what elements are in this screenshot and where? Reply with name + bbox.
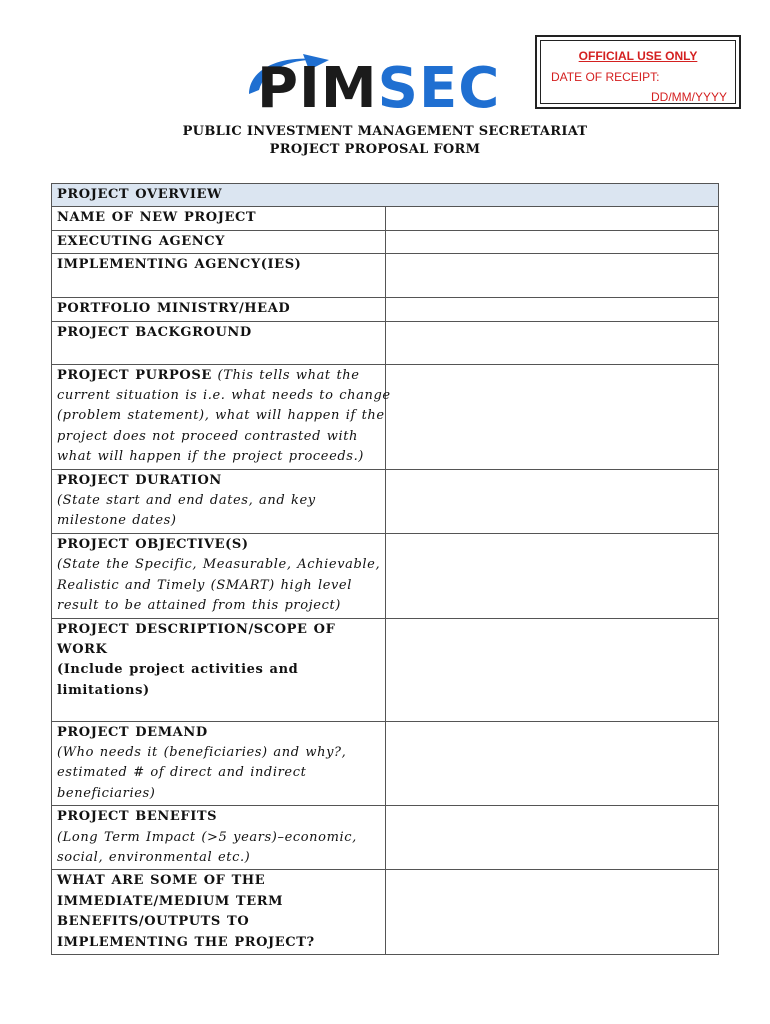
row-hint: social, environmental etc.) — [57, 849, 251, 865]
value-cell-executing-agency[interactable] — [385, 230, 719, 253]
official-use-box — [535, 35, 741, 109]
row-label-title: limitations) — [57, 682, 150, 698]
table-row — [52, 364, 719, 469]
value-cell-project-purpose[interactable] — [385, 364, 719, 469]
row-hint: (problem statement), what will happen if the — [57, 408, 385, 424]
table-row — [52, 618, 719, 721]
row-label: EXECUTING AGENCY — [52, 230, 386, 253]
table-row — [52, 533, 719, 618]
value-cell-immediate-benefits[interactable] — [385, 870, 719, 955]
table-row — [52, 321, 719, 364]
row-hint: current situation is i.e. what needs to change — [57, 388, 391, 404]
row-label — [52, 618, 386, 721]
row-label: IMPLEMENTING AGENCY(IES) — [52, 254, 386, 298]
row-label-title: PROJECT BENEFITS — [57, 809, 218, 825]
row-hint: (This tells what the — [211, 367, 360, 383]
table-row — [52, 806, 719, 870]
project-proposal-table — [51, 183, 719, 955]
value-cell-project-background[interactable] — [385, 321, 719, 364]
form-title: PROJECT PROPOSAL FORM — [269, 142, 481, 157]
row-label-title: PROJECT OBJECTIVE(S) — [57, 536, 249, 552]
value-cell-project-objectives[interactable] — [385, 533, 719, 618]
value-cell-implementing-agency[interactable] — [385, 254, 719, 298]
organization-name: PUBLIC INVESTMENT MANAGEMENT SECRETARIAT — [182, 124, 588, 139]
row-label-title: WHAT ARE SOME OF THE — [57, 873, 266, 889]
row-label: PORTFOLIO MINISTRY/HEAD — [52, 298, 386, 321]
row-hint: beneficiaries) — [57, 785, 156, 801]
row-label-title: WORK — [57, 641, 108, 657]
row-label: NAME OF NEW PROJECT — [52, 207, 386, 230]
logo-wordmark: PIMSEC — [257, 56, 501, 121]
row-label-title: BENEFITS/OUTPUTS TO — [57, 914, 250, 930]
row-label: PROJECT BACKGROUND — [52, 321, 386, 364]
pimsec-logo — [243, 50, 528, 120]
table-row — [52, 207, 719, 230]
date-format-field[interactable]: DD/MM/YYYY — [650, 90, 727, 104]
row-hint: project does not proceed contrasted with — [57, 428, 359, 444]
row-hint: result to be attained from this project) — [57, 598, 341, 614]
official-use-title: OFFICIAL USE ONLY — [578, 49, 698, 63]
row-label-title: PROJECT DESCRIPTION/SCOPE OF — [57, 621, 336, 637]
row-hint: milestone dates) — [57, 513, 177, 529]
row-hint: estimated # of direct and indirect — [57, 765, 307, 781]
table-row — [52, 298, 719, 321]
table-row — [52, 870, 719, 955]
value-cell-project-description[interactable] — [385, 618, 719, 721]
value-cell-portfolio-ministry[interactable] — [385, 298, 719, 321]
table-row — [52, 254, 719, 298]
row-label-title: PROJECT DEMAND — [57, 724, 208, 740]
row-label-title: (Include project activities and — [57, 662, 299, 678]
row-hint: (State start and end dates, and key — [57, 493, 316, 509]
value-cell-project-benefits[interactable] — [385, 806, 719, 870]
row-hint: (Who needs it (beneficiaries) and why?, — [57, 744, 347, 760]
official-use-box-inner — [540, 40, 736, 104]
row-hint: Realistic and Timely (SMART) high level — [57, 577, 352, 593]
section-header-row — [52, 184, 719, 207]
value-cell-project-name[interactable] — [385, 207, 719, 230]
table-row — [52, 230, 719, 253]
row-label-title: PROJECT PURPOSE — [57, 367, 212, 383]
section-title: PROJECT OVERVIEW — [52, 184, 719, 207]
date-of-receipt-label: DATE OF RECEIPT: — [551, 70, 660, 84]
value-cell-project-demand[interactable] — [385, 721, 719, 806]
row-label — [52, 806, 386, 870]
row-label — [52, 870, 386, 955]
row-hint: (State the Specific, Measurable, Achievable, — [57, 557, 381, 573]
row-label — [52, 469, 386, 533]
row-label — [52, 721, 386, 806]
row-label-title: IMMEDIATE/MEDIUM TERM — [57, 893, 284, 909]
row-label — [52, 364, 391, 469]
row-hint: what will happen if the project proceeds.) — [57, 449, 364, 465]
value-cell-project-duration[interactable] — [385, 469, 719, 533]
row-hint: (Long Term Impact (>5 years)–economic, — [57, 829, 357, 845]
row-label-title: IMPLEMENTING THE PROJECT? — [57, 934, 315, 950]
row-label — [52, 533, 386, 618]
row-label-title: PROJECT DURATION — [57, 472, 222, 488]
table-row — [52, 469, 719, 533]
table-row — [52, 721, 719, 806]
